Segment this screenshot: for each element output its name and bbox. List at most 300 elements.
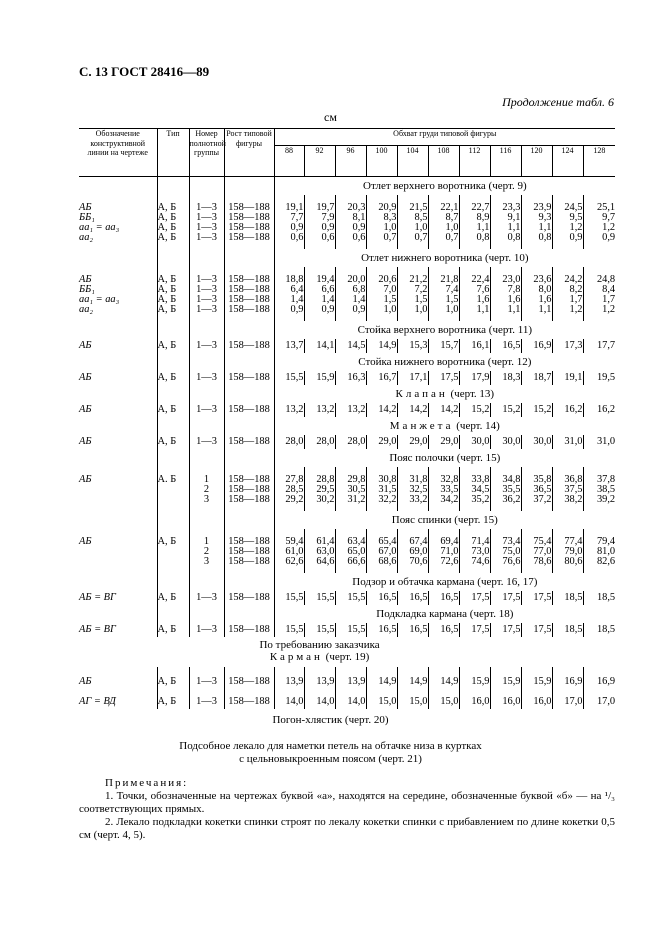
cell-value: 1,0: [397, 223, 428, 233]
section-row: [79, 249, 615, 267]
cell-value: 73,0: [459, 547, 490, 557]
spacer-cell: [552, 667, 583, 675]
section-blank-cell: [189, 353, 224, 371]
cell-value: 24,8: [596, 274, 616, 285]
col-size-header: 96: [335, 146, 366, 177]
spacer-cell: [189, 667, 224, 675]
cell-value: 0,9: [304, 305, 335, 315]
notes: [79, 777, 615, 842]
cell-value: 25,1: [596, 202, 616, 213]
section-title: [274, 385, 615, 403]
cell-value: 13,9: [304, 675, 335, 689]
cell-value: 1,0: [428, 223, 459, 233]
cell-value: 17,0: [552, 695, 583, 709]
cell-value: 28,0: [304, 435, 335, 449]
cell-value: 16,2: [596, 404, 616, 416]
cell-value: 0,7: [366, 233, 397, 243]
cell-value: 0,9: [274, 305, 304, 315]
cell-value: 31,0: [596, 436, 616, 448]
cell-value: 1,5: [428, 295, 459, 305]
cell-value: 15,2: [459, 403, 490, 417]
spacer-cell: [459, 667, 490, 675]
table-row: [79, 339, 615, 353]
cell-value: 16,5: [366, 623, 397, 637]
cell-value: 16,0: [490, 695, 521, 709]
cell-value: 1,2: [552, 223, 583, 233]
section-blank-cell: [189, 385, 224, 403]
cell-value: 7,0: [366, 285, 397, 295]
cell-value: 1,4: [274, 295, 304, 305]
cell-height: 158—188: [224, 403, 274, 417]
cell-line: ББ₁: [79, 213, 157, 223]
cell-value: 16,2: [552, 403, 583, 417]
section-blank-cell: [224, 605, 274, 623]
cell-value: 1,1: [459, 305, 490, 315]
cell-height: 158—188: [224, 695, 274, 709]
cell-value: 1,6: [521, 295, 552, 305]
cell-value: 1,2: [602, 304, 616, 315]
cell-value: 73,4: [490, 537, 521, 547]
cell-value: 15,5: [304, 591, 335, 605]
cell-value: 30,5: [335, 485, 366, 495]
cell-value: 15,5: [274, 623, 304, 637]
cell-group: 2: [189, 485, 224, 495]
cell-value: 16,5: [366, 591, 397, 605]
cell-value: 59,4: [274, 537, 304, 547]
cell-value: 80,6: [552, 557, 583, 567]
cell-value: 34,5: [459, 485, 490, 495]
cell-value: 81,0: [596, 546, 616, 557]
section-row: [79, 353, 615, 371]
cell-value: 22,1: [428, 203, 459, 213]
cell-value: 1,2: [602, 222, 616, 233]
cell-value: 14,9: [366, 675, 397, 689]
cell-type: А, Б: [157, 203, 189, 213]
cell-value: 6,8: [335, 285, 366, 295]
cell-value: 23,3: [490, 203, 521, 213]
cell-group: 1—3: [189, 435, 224, 449]
section-blank-cell: [224, 449, 274, 467]
cell-value: 31,0: [552, 435, 583, 449]
cell-value: 14,5: [335, 339, 366, 353]
section-blank-cell: [157, 321, 189, 339]
cell-value: 18,5: [552, 623, 583, 637]
cell-line: [79, 495, 157, 505]
cell-value: 0,6: [335, 233, 366, 243]
cell-value: 15,5: [274, 591, 304, 605]
cell-value: 8,5: [397, 213, 428, 223]
cell-value: 1,1: [490, 223, 521, 233]
cell-value: 6,6: [304, 285, 335, 295]
cell-value: 0,8: [459, 233, 490, 243]
cell-value: 67,0: [366, 547, 397, 557]
section-row: [79, 605, 615, 623]
cell-height: 158—188: [224, 475, 274, 485]
spacer-cell: [428, 667, 459, 675]
cell-value: 20,9: [366, 203, 397, 213]
cell-value: 15,9: [521, 675, 552, 689]
cell-value: 36,2: [490, 495, 521, 505]
section-blank-cell: [189, 417, 224, 435]
cell-value: 9,7: [602, 212, 616, 223]
cell-height: 158—188: [224, 495, 274, 505]
cell-value: 1,4: [304, 295, 335, 305]
cell-value: 33,8: [459, 475, 490, 485]
cell-value: 29,0: [397, 435, 428, 449]
section-blank-cell: [157, 249, 189, 267]
cell-value: 24,2: [552, 275, 583, 285]
spacer-cell: [521, 667, 552, 675]
cell-value: 33,2: [397, 495, 428, 505]
spacer-cell: [335, 667, 366, 675]
cell-value: 77,0: [521, 547, 552, 557]
section-blank-cell: [224, 321, 274, 339]
cell-value: 82,6: [596, 556, 616, 567]
cell-value: 8,2: [552, 285, 583, 295]
cell-value: 13,9: [274, 675, 304, 689]
section-row: [79, 417, 615, 435]
cell-value: 17,5: [459, 591, 490, 605]
cell-value: 0,6: [274, 233, 304, 243]
cell-type: А, Б: [157, 695, 189, 709]
pocket-title-row: [79, 653, 615, 667]
cell-value: 1,7: [552, 295, 583, 305]
table-row: [79, 305, 615, 315]
section-title: Пояс полочки (черт. 15): [389, 452, 501, 465]
spacer-cell: [366, 667, 397, 675]
cell-group: 1—3: [189, 675, 224, 689]
cell-value: 1,5: [366, 295, 397, 305]
cell-line: [79, 557, 157, 567]
cell-value: 0,9: [552, 233, 583, 243]
section-row: [79, 511, 615, 529]
section-blank-cell: [224, 177, 274, 196]
cell-height: 158—188: [224, 223, 274, 233]
cell-value: 79,0: [552, 547, 583, 557]
cell-value: 78,6: [521, 557, 552, 567]
cell-value: 29,0: [428, 435, 459, 449]
cell-value: 27,8: [274, 475, 304, 485]
table-row: [79, 495, 615, 505]
cell-value: 13,7: [274, 339, 304, 353]
cell-value: 34,8: [490, 475, 521, 485]
cell-value: 14,0: [335, 695, 366, 709]
section-title: Отлет верхнего воротника (черт. 9): [363, 180, 527, 193]
cell-value: 38,2: [552, 495, 583, 505]
cell-value: 13,2: [335, 403, 366, 417]
cell-height: 158—188: [224, 371, 274, 385]
cell-value: 16,5: [397, 623, 428, 637]
section-row: [79, 385, 615, 403]
cell-value: 1,0: [397, 305, 428, 315]
cell-value: 32,8: [428, 475, 459, 485]
section-row: [79, 177, 615, 196]
cell-value: 20,0: [335, 275, 366, 285]
cell-value: 8,7: [428, 213, 459, 223]
cell-height: 158—188: [224, 547, 274, 557]
table-row: [79, 591, 615, 605]
cell-type: [157, 485, 189, 495]
cell-value: 69,4: [428, 537, 459, 547]
cell-group: 1—3: [189, 213, 224, 223]
section-row: [79, 321, 615, 339]
col-size-header: 104: [397, 146, 428, 177]
cell-value: 38,5: [596, 484, 616, 495]
cell-value: 0,9: [335, 305, 366, 315]
cell-line: АБ: [79, 435, 157, 449]
section-row: [79, 573, 615, 591]
cell-value: 30,0: [490, 435, 521, 449]
cell-type: А, Б: [157, 305, 189, 315]
cell-value: 17,0: [596, 696, 616, 708]
spacer-cell: [304, 667, 335, 675]
pocket-title-spaced: Карман: [269, 651, 323, 663]
cell-value: 14,1: [304, 339, 335, 353]
pocket-note: По требованию заказчика: [259, 639, 380, 651]
cell-type: А, Б: [157, 339, 189, 353]
cell-value: 14,9: [366, 339, 397, 353]
cell-line: ББ₁: [79, 285, 157, 295]
col-size-header: 112: [459, 146, 490, 177]
cell-group: 1—3: [189, 339, 224, 353]
section-title: Стойка нижнего воротника (черт. 12): [358, 356, 532, 369]
cell-value: 1,0: [428, 305, 459, 315]
cell-value: 75,0: [490, 547, 521, 557]
cell-value: 7,2: [397, 285, 428, 295]
section-blank-cell: [79, 605, 157, 623]
cell-value: 22,7: [459, 203, 490, 213]
cell-value: 15,9: [490, 675, 521, 689]
cell-value: 66,6: [335, 557, 366, 567]
section-title-spaced: Клапан: [395, 388, 448, 401]
cell-value: 17,3: [552, 339, 583, 353]
pogon-caption: Погон-хлястик (черт. 20): [272, 714, 389, 726]
col-size-header: 92: [304, 146, 335, 177]
cell-group: 1—3: [189, 223, 224, 233]
cell-value: 65,0: [335, 547, 366, 557]
cell-value: 62,6: [274, 557, 304, 567]
cell-value: 1,6: [459, 295, 490, 305]
cell-type: А, Б: [157, 233, 189, 243]
cell-group: 1—3: [189, 403, 224, 417]
col-group-header: Номер полнотной группы: [189, 129, 224, 177]
cell-value: 8,0: [521, 285, 552, 295]
pocket-title: [79, 653, 615, 667]
cell-value: 15,5: [274, 371, 304, 385]
cell-value: 71,0: [428, 547, 459, 557]
cell-group: 1: [189, 537, 224, 547]
cell-value: 16,9: [521, 339, 552, 353]
cell-value: 1,0: [366, 305, 397, 315]
table-row: [79, 623, 615, 637]
cell-value: 18,5: [596, 592, 616, 604]
cell-value: 20,6: [366, 275, 397, 285]
cell-value: 1,2: [552, 305, 583, 315]
cell-group: 1—3: [189, 695, 224, 709]
cell-value: 13,2: [304, 403, 335, 417]
cell-type: А. Б: [157, 475, 189, 485]
cell-value: 8,9: [459, 213, 490, 223]
cell-value: 1,7: [602, 294, 616, 305]
spacer-cell: [157, 667, 189, 675]
cell-height: 158—188: [224, 675, 274, 689]
cell-value: 1,1: [521, 223, 552, 233]
cell-height: 158—188: [224, 537, 274, 547]
cell-value: 79,4: [596, 536, 616, 547]
col-size-header: 128: [583, 146, 615, 177]
cell-value: 1,1: [521, 305, 552, 315]
cell-value: 29,5: [304, 485, 335, 495]
cell-line: АБ = ВГ: [79, 591, 157, 605]
size-table: [79, 128, 615, 709]
col-size-header: 116: [490, 146, 521, 177]
cell-line: АБ: [79, 537, 157, 547]
cell-value: 30,0: [521, 435, 552, 449]
section-title-suffix: (черт. 14): [453, 420, 500, 433]
cell-value: 70,6: [397, 557, 428, 567]
cell-value: 37,5: [552, 485, 583, 495]
cell-value: 21,2: [397, 275, 428, 285]
section-blank-cell: [157, 573, 189, 591]
section-title: Подкладка кармана (черт. 18): [376, 608, 514, 621]
cell-value: 15,9: [304, 371, 335, 385]
cell-value: 36,8: [552, 475, 583, 485]
cell-value: 20,3: [335, 203, 366, 213]
cell-line: АБ: [79, 339, 157, 353]
cell-value: 63,0: [304, 547, 335, 557]
cell-value: 8,3: [366, 213, 397, 223]
section-blank-cell: [189, 449, 224, 467]
section-row: [79, 449, 615, 467]
cell-value: 17,5: [490, 591, 521, 605]
section-blank-cell: [189, 249, 224, 267]
cell-value: 17,5: [459, 623, 490, 637]
section-title: Пояс спинки (черт. 15): [391, 514, 498, 527]
cell-value: 14,9: [428, 675, 459, 689]
cell-line: аа₂: [79, 233, 157, 243]
cell-line: АБ: [79, 675, 157, 689]
section-blank-cell: [79, 385, 157, 403]
cell-type: А, Б: [157, 371, 189, 385]
cell-value: 0,6: [304, 233, 335, 243]
cell-value: 63,4: [335, 537, 366, 547]
section-blank-cell: [79, 417, 157, 435]
cell-value: 0,7: [397, 233, 428, 243]
cell-value: 13,9: [335, 675, 366, 689]
section-title: Отлет нижнего воротника (черт. 10): [361, 252, 529, 265]
table-row: [79, 557, 615, 567]
cell-group: 1: [189, 475, 224, 485]
cell-value: 21,8: [428, 275, 459, 285]
cell-value: 14,2: [397, 403, 428, 417]
cell-value: 39,2: [596, 494, 616, 505]
cell-value: 6,4: [274, 285, 304, 295]
cell-line: АБ: [79, 475, 157, 485]
col-size-header: 88: [274, 146, 304, 177]
cell-value: 0,8: [490, 233, 521, 243]
section-title: [274, 417, 615, 435]
cell-height: 158—188: [224, 295, 274, 305]
cell-group: 2: [189, 547, 224, 557]
spacer-cell: [79, 667, 157, 675]
cell-value: 1,0: [366, 223, 397, 233]
cell-value: 16,9: [552, 675, 583, 689]
cell-value: 23,0: [490, 275, 521, 285]
cell-value: 77,4: [552, 537, 583, 547]
cell-value: 16,5: [428, 591, 459, 605]
col-girth-header: Обхват груди типовой фигуры: [274, 129, 615, 146]
cell-value: 67,4: [397, 537, 428, 547]
cell-value: 14,0: [274, 695, 304, 709]
cell-line: аа₂: [79, 305, 157, 315]
cell-value: 68,6: [366, 557, 397, 567]
cell-value: 14,0: [304, 695, 335, 709]
cell-type: А, Б: [157, 285, 189, 295]
cell-value: 19,1: [274, 203, 304, 213]
cell-type: А, Б: [157, 675, 189, 689]
cell-type: А, Б: [157, 537, 189, 547]
cell-type: А, Б: [157, 623, 189, 637]
cell-value: 16,5: [490, 339, 521, 353]
cell-value: 37,2: [521, 495, 552, 505]
cell-group: 1—3: [189, 591, 224, 605]
cell-type: [157, 495, 189, 505]
cell-value: 74,6: [459, 557, 490, 567]
cell-group: 1—3: [189, 233, 224, 243]
section-title-suffix: (черт. 13): [447, 388, 495, 401]
cell-value: 69,0: [397, 547, 428, 557]
cell-type: А, Б: [157, 213, 189, 223]
section-blank-cell: [79, 321, 157, 339]
cell-value: 15,5: [335, 623, 366, 637]
cell-value: 29,8: [335, 475, 366, 485]
cell-type: А, Б: [157, 275, 189, 285]
cell-value: 7,8: [490, 285, 521, 295]
cell-value: 15,0: [397, 695, 428, 709]
cell-value: 33,5: [428, 485, 459, 495]
section-blank-cell: [79, 353, 157, 371]
pocket-title-suffix: (черт. 19): [322, 651, 370, 663]
section-blank-cell: [157, 177, 189, 196]
cell-group: 3: [189, 495, 224, 505]
cell-value: 15,2: [521, 403, 552, 417]
cell-value: 1,1: [459, 223, 490, 233]
cell-value: 35,8: [521, 475, 552, 485]
cell-value: 9,3: [521, 213, 552, 223]
cell-value: 19,1: [552, 371, 583, 385]
table-row: [79, 403, 615, 417]
cell-value: 1,4: [335, 295, 366, 305]
section-blank-cell: [224, 511, 274, 529]
table-row: [79, 371, 615, 385]
cell-group: 1—3: [189, 275, 224, 285]
col-size-header: 124: [552, 146, 583, 177]
cell-height: 158—188: [224, 213, 274, 223]
cell-value: 9,5: [552, 213, 583, 223]
section-blank-cell: [189, 511, 224, 529]
cell-value: 7,7: [274, 213, 304, 223]
section-blank-cell: [157, 511, 189, 529]
cell-value: 32,2: [366, 495, 397, 505]
cell-line: АГ = ВД: [79, 695, 157, 709]
cell-height: 158—188: [224, 485, 274, 495]
section-title: Стойка верхнего воротника (черт. 11): [357, 324, 532, 337]
cell-value: 0,7: [428, 233, 459, 243]
cell-value: 8,4: [602, 284, 616, 295]
cell-value: 17,5: [428, 371, 459, 385]
cell-value: 0,8: [521, 233, 552, 243]
cell-group: 1—3: [189, 285, 224, 295]
